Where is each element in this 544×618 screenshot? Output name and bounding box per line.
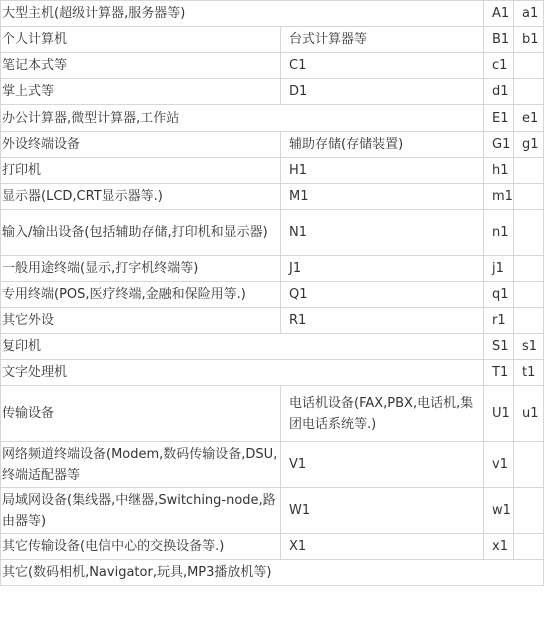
table-cell-c3: d1: [484, 79, 514, 105]
table-cell-c4: [514, 256, 544, 282]
table-cell-c4: u1: [514, 386, 544, 442]
table-cell-c1: 大型主机(超级计算器,服务器等): [1, 1, 484, 27]
table-cell-c1: 专用终端(POS,医疗终端,金融和保险用等.): [1, 282, 281, 308]
table-row: [1, 210, 544, 256]
table-cell-c3: v1: [484, 442, 514, 488]
table-cell-c3: h1: [484, 158, 514, 184]
table-cell-c1: 办公计算器,微型计算器,工作站: [1, 105, 484, 132]
table-cell-c1: 输入/输出设备(包括辅助存储,打印机和显示器): [1, 210, 281, 256]
table-cell-c1: 一般用途终端(显示,打字机终端等): [1, 256, 281, 282]
table-row: [1, 442, 544, 488]
table-row: [1, 184, 544, 210]
table-cell-c2: 电话机设备(FAX,PBX,电话机,集团电话系统等.): [281, 386, 484, 442]
table-cell-c1: 掌上式等: [1, 79, 281, 105]
table-cell-c4: [514, 210, 544, 256]
table-row: [1, 27, 544, 53]
table-row: [1, 360, 544, 386]
table-row: [1, 282, 544, 308]
table-row: [1, 53, 544, 79]
table-row: [1, 132, 544, 158]
table-cell-c3: T1: [484, 360, 514, 386]
table-cell-c4: [514, 308, 544, 334]
table-row: [1, 334, 544, 360]
table-cell-c2: Q1: [281, 282, 484, 308]
table-cell-c1: 局域网设备(集线器,中继器,Switching-node,路由器等): [1, 488, 281, 534]
table-row: [1, 158, 544, 184]
table-cell-c2: J1: [281, 256, 484, 282]
table-cell-c4: [514, 534, 544, 560]
table-cell-c1: 其它(数码相机,Navigator,玩具,MP3播放机等): [1, 560, 544, 586]
table-row: [1, 386, 544, 442]
table-cell-c1: 复印机: [1, 334, 484, 360]
table-cell-c2: 台式计算器等: [281, 27, 484, 53]
table-row: [1, 79, 544, 105]
table-cell-c4: g1: [514, 132, 544, 158]
table-cell-c2: M1: [281, 184, 484, 210]
table-cell-c4: e1: [514, 105, 544, 132]
table-cell-c2: V1: [281, 442, 484, 488]
table-cell-c1: 显示器(LCD,CRT显示器等.): [1, 184, 281, 210]
table-cell-c2: 辅助存储(存储装置): [281, 132, 484, 158]
table-cell-c3: U1: [484, 386, 514, 442]
table-cell-c3: c1: [484, 53, 514, 79]
table-cell-c3: q1: [484, 282, 514, 308]
table-cell-c3: r1: [484, 308, 514, 334]
table-row: [1, 534, 544, 560]
table-cell-c2: X1: [281, 534, 484, 560]
table-cell-c1: 传输设备: [1, 386, 281, 442]
table-cell-c1: 外设终端设备: [1, 132, 281, 158]
table-cell-c2: R1: [281, 308, 484, 334]
table-cell-c4: s1: [514, 334, 544, 360]
table-cell-c1: 其它外设: [1, 308, 281, 334]
table-cell-c2: W1: [281, 488, 484, 534]
table-cell-c2: N1: [281, 210, 484, 256]
table-cell-c4: [514, 442, 544, 488]
table-row: [1, 256, 544, 282]
table-cell-c3: w1: [484, 488, 514, 534]
table-cell-c3: x1: [484, 534, 514, 560]
table-cell-c1: 个人计算机: [1, 27, 281, 53]
table-row: [1, 308, 544, 334]
table-cell-c4: [514, 282, 544, 308]
table-cell-c4: t1: [514, 360, 544, 386]
table-cell-c2: D1: [281, 79, 484, 105]
table-cell-c2: H1: [281, 158, 484, 184]
table-row: [1, 105, 544, 132]
table-cell-c4: b1: [514, 27, 544, 53]
table-cell-c1: 打印机: [1, 158, 281, 184]
table-cell-c3: G1: [484, 132, 514, 158]
table-cell-c3: m1: [484, 184, 514, 210]
table-cell-c3: B1: [484, 27, 514, 53]
table-cell-c4: a1: [514, 1, 544, 27]
table-cell-c1: 网络频道终端设备(Modem,数码传输设备,DSU,终端适配器等: [1, 442, 281, 488]
table-cell-c4: [514, 184, 544, 210]
table-cell-c3: S1: [484, 334, 514, 360]
table-cell-c1: 文字处理机: [1, 360, 484, 386]
table-row: [1, 488, 544, 534]
table-row: [1, 560, 544, 586]
table-cell-c2: C1: [281, 53, 484, 79]
table-cell-c1: 笔记本式等: [1, 53, 281, 79]
table-cell-c4: [514, 53, 544, 79]
table-cell-c3: A1: [484, 1, 514, 27]
table-cell-c3: n1: [484, 210, 514, 256]
table-cell-c1: 其它传输设备(电信中心的交换设备等.): [1, 534, 281, 560]
table-cell-c4: [514, 79, 544, 105]
table-cell-c4: [514, 488, 544, 534]
table-cell-c3: E1: [484, 105, 514, 132]
table-cell-c3: j1: [484, 256, 514, 282]
table-row: [1, 1, 544, 27]
table-cell-c4: [514, 158, 544, 184]
